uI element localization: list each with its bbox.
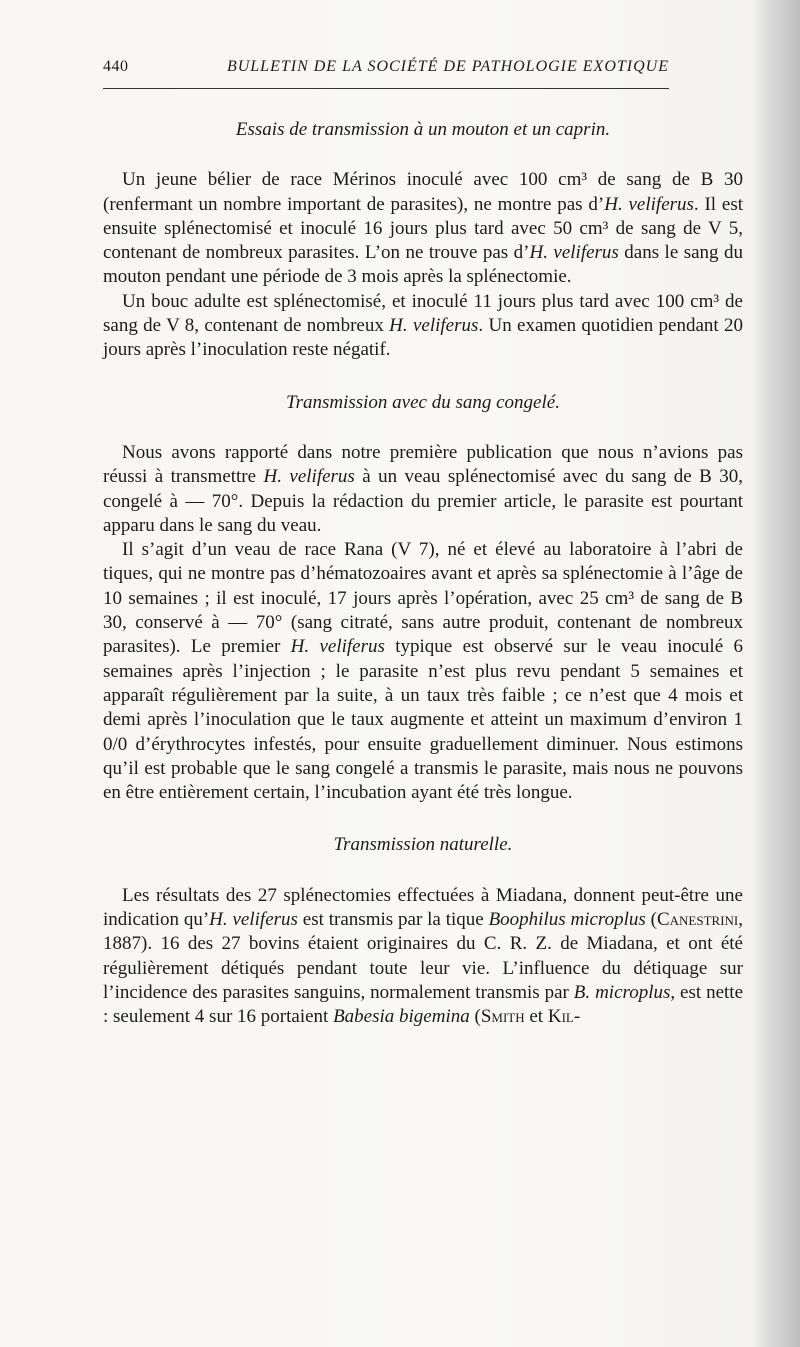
paragraph [103,168,743,289]
italic-run: H. veliferus [529,242,619,264]
paragraph [103,290,743,363]
italic-run: Boophilus microplus [488,909,646,931]
text-run: . Il est ensuite splénectomisé et inoculé 16 jours plus tard avec 50 cm³ de sang de V 5, contenant de nombreux parasites. L’on ne trouve pas d’ [103,193,743,264]
italic-run: H. veliferus [389,315,479,337]
small-caps-run: Canestrini [656,909,739,931]
italic-run: H. veliferus [209,909,298,931]
text-run: typique est observé sur le veau inoculé 6 semaines après l’injection ; le parasite n’est plus revu pendant 5 semaines et apparaît régulièrement par la suite, à un taux très faible ; ce n’est que 4 mois et demi après l’inoculation que le taux augmente et atteint un maximum d’environ 1 0/0 d’érythrocytes infestés, pour ensuite graduellement diminuer. Nous estimons qu’il est probable que le sang congelé a transmis le parasite, mais nous ne pouvons en être entièrement certain, l’incubation ayant été très longue. [103,636,743,804]
text-run: ( [645,909,657,931]
page-header [103,58,669,82]
heading-gap [103,864,743,884]
text-run: ( [469,1006,481,1028]
text-run: et [524,1006,548,1028]
text-run: est transmis par la tique [297,909,489,931]
italic-run: H. veliferus [290,636,385,658]
running-title: BULLETIN DE LA SOCIÉTÉ DE PATHOLOGIE EXOTIQUE [226,58,669,75]
text-run: , 1887). 16 des 27 bovins étaient originaires du C. R. Z. de Miadana, et ont été régulièrement détiqués pendant toute leur vie. L’influence du détiquage sur l’incidence des parasites sanguins, normalement transmis par [103,909,743,1003]
section-heading: Transmission avec du sang congelé. [286,391,560,413]
text-run: Un jeune bélier de race Mérinos inoculé avec 100 cm³ de sang de B 30 (renfermant un nombre important de parasites), ne montre pas d’ [103,169,743,215]
text-run: Les résultats des 27 splénectomies effectuées à Miadana, donnent peut-être une indication qu’ [103,884,743,931]
text-run: dans le sang du mouton pendant une période de 3 mois après la splénectomie. [103,242,743,288]
small-caps-run: Kil- [547,1006,581,1028]
paragraph [103,884,743,1030]
paragraph [103,538,743,805]
header-rule [103,88,669,89]
text-run: , est nette : seulement 4 sur 16 portaient [103,981,743,1028]
section-heading: Essais de transmission à un mouton et un caprin. [235,119,611,140]
text-run: à un veau splénectomisé avec du sang de B 30, congelé à — 70°. Depuis la rédaction du premier article, le parasite est pourtant apparu dans le sang du veau. [103,466,743,536]
page-number: 440 [103,58,129,75]
article-body [103,118,743,1030]
italic-run: H. veliferus [604,193,694,215]
text-run: Nous avons rapporté dans notre première publication que nous n’avions pas réussi à transmettre [103,441,743,488]
paragraph [103,441,743,538]
section-gap [103,805,743,827]
section-gap [103,363,743,385]
heading-gap [103,148,743,168]
heading-gap [103,421,743,441]
section-heading: Transmission naturelle. [333,834,513,856]
italic-run: Babesia bigemina [333,1006,470,1028]
small-caps-run: Smith [480,1006,525,1028]
italic-run: B. microplus [573,981,671,1003]
text-run: Il s’agit d’un veau de race Rana (V 7), né et élevé au laboratoire à l’abri de tiques, qui ne montre pas d’hématozoaires avant et après sa splénectomie à l’âge de 10 semaines ; il est inoculé, 17 jours après l’opération, avec 25 cm³ de sang de B 30, conservé à — 70° (sang citraté, sans autre produit, contenant de nombreux parasites). Le premier [103,539,743,658]
italic-run: H. veliferus [263,466,355,488]
text-run: . Un examen quotidien pendant 20 jours après l’inoculation reste négatif. [103,315,744,361]
text-run: Un bouc adulte est splénectomisé, et inoculé 11 jours plus tard avec 100 cm³ de sang de V 8, contenant de nombreux [103,290,743,337]
